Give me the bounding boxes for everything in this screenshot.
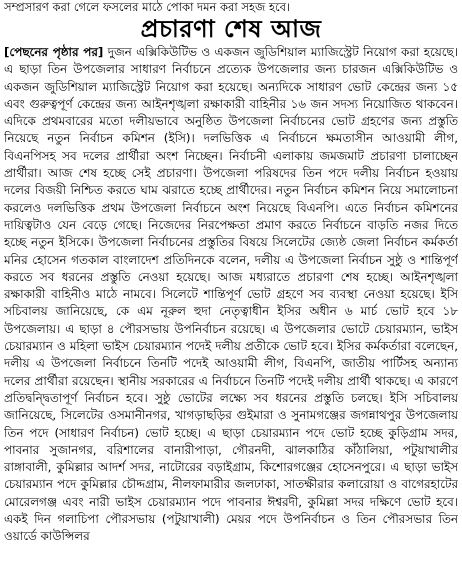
article-paragraph xyxy=(4,44,458,546)
article-text: দুজন এক্সিকিউটিভ ও একজন জুডিশিয়াল ম্যাজিস্ট্রেট নিয়োগ করা হয়েছে। এ ছাড়া তিন উপজেলার সাধারণ নির্বাচনে প্রত্যেক উপজেলার জন্য চারজন এক্সিকিউটিভ ও একজন জুডিশিয়াল ম্যাজিস্ট্রেট নিয়োগ করা হয়েছে। অন্যদিকে সাধারণ ভোট কেন্দ্রের জন্য ১৫ এবং গুরুত্বপূর্ণ কেন্দ্রের জন্য আইনশৃঙ্খলা রক্ষাকারী বাহিনীর ১৬ জন সদস্য নিয়োজিত থাকবেন। এদিকে প্রথমবারের মতো দলীয়ভাবে অনুষ্ঠিত উপজেলা নির্বাচনের ভোট গ্রহণের জন্য প্রস্তুতি নিয়েছে নতুন নির্বাচন কমিশন (ইসি)। দলভিত্তিক এ নির্বাচনে ক্ষমতাসীন আওয়ামী লীগ, বিএনপিসহ সব দলের প্রার্থীরা অংশ নিচ্ছেন। নির্বাচনী এলাকায় জমজমাট প্রচারণা চালাচ্ছেন প্রার্থীরা। আজ শেষ হচ্ছে সেই প্রচারণা। উপজেলা পরিষদের তিন পদে দলীয় নির্বাচন হওয়ায় দলের বিজয়ী নিশ্চিত করতে ঘাম ঝরাতে হচ্ছে প্রার্থীদের। নতুন নির্বাচন কমিশন নিয়ে সমালোচনা করলেও দলভিত্তিক প্রথম উপজেলা নির্বাচনে অংশ নিয়েছে বিএনপি। এতে নির্বাচন কমিশনের দায়িত্বটাও যেন বেড়ে গেছে। নিজেদের নিরপেক্ষতা প্রমাণ করতে নির্বাচনে বাড়তি নজর দিতে হচ্ছে নতুন ইসিকে। উপজেলা নির্বাচনের প্রস্তুতির বিষয়ে সিলেটের জ্যেষ্ঠ জেলা নির্বাচন কর্মকর্তা মনির হোসেন গতকাল বাংলাদেশ প্রতিদিনকে বলেন, দলীয় এ উপজেলা নির্বাচন সুষ্ঠু ও শান্তিপূর্ণ করতে সব ধরনের প্রস্তুতি নেওয়া হয়েছে। আজ মধ্যরাতে প্রচারণা শেষ হচ্ছে। আইনশৃঙ্খলা রক্ষাকারী বাহিনীও মাঠে নামবে। সিলেটে শান্তিপূর্ণ ভোট গ্রহণে সব ব্যবস্থা নেওয়া হয়েছে। ইসি সচিবালয় জানিয়েছে, কে এম নূরুল হুদা নেতৃত্বাধীন ইসির অধীন ৬ মার্চ ভোট হবে ১৮ উপজেলায়। এ ছাড়া ৪ পৌরসভায় উপনির্বাচন রয়েছে। এ উপজেলার ভোটে চেয়ারম্যান, ভাইস চেয়ারম্যান ও মহিলা ভাইস চেয়ারম্যান পদেই দলীয় প্রতীকে ভোট হবে। ইসির কর্মকর্তারা বলেছেন, দলীয় এ উপজেলা নির্বাচনে তিনটি পদেই আওয়ামী লীগ, বিএনপি, জাতীয় পার্টিসহ অন্যান্য দলের প্রার্থীরা রয়েছেন। স্থানীয় সরকারের এ নির্বাচনে তিনটি পদেই দলীয় প্রার্থী থাকছে। এ কারণে প্রতিদ্বন্দ্বিতাপূর্ণ নির্বাচন হবে। সুষ্ঠু ভোটের লক্ষ্যে সব ধরনের প্রস্তুতি চলছে। ইসি সচিবালয় জানিয়েছে, সিলেটের ওসমানীনগর, খাগড়াছড়ির গুইমারা ও সুনামগঞ্জের জগন্নাথপুর উপজেলায় তিন পদে (সাধারণ নির্বাচন) ভোট হচ্ছে। এ ছাড়া চেয়ারম্যান পদে ভোট হচ্ছে কুড়িগ্রাম সদর, পাবনার সুজানগর, বরিশালের বানারীপাড়া, গৌরনদী, ঝালকাঠির কাঁঠালিয়া, পটুয়াখালীর রাঙ্গাবালী, কুমিল্লার আদর্শ সদর, নাটোরের বড়াইগ্রাম, কিশোরগঞ্জের হোসেনপুরে। এ ছাড়া ভাইস চেয়ারম্যান পদে কুমিল্লার চৌদ্দগ্রাম, নীলফামারীর জলঢাকা, সাতক্ষীরার কলারোয়া ও বাগেরহাটের মোরেলগঞ্জ এবং নারী ভাইস চেয়ারম্যান পদে পাবনার ঈশ্বরদী, কুমিল্লা সদর দক্ষিণে ভোট হবে। একই দিন গলাচিপা পৌরসভায় (পটুয়াখালী) মেয়র পদে উপনির্বাচন ও তিন পৌরসভার তিন ওয়ার্ডে কাউন্সিলর xyxy=(4,45,458,544)
continued-label: [পেছনের পৃষ্ঠার পর] xyxy=(4,45,104,59)
article-body xyxy=(4,44,458,562)
previous-column-tail: সম্প্রসারণ করা গেলে ফসলের মাঠে পোকা দমন করা সহজ হবে। xyxy=(4,0,291,14)
headline: প্রচারণা শেষ আজ xyxy=(140,15,322,43)
